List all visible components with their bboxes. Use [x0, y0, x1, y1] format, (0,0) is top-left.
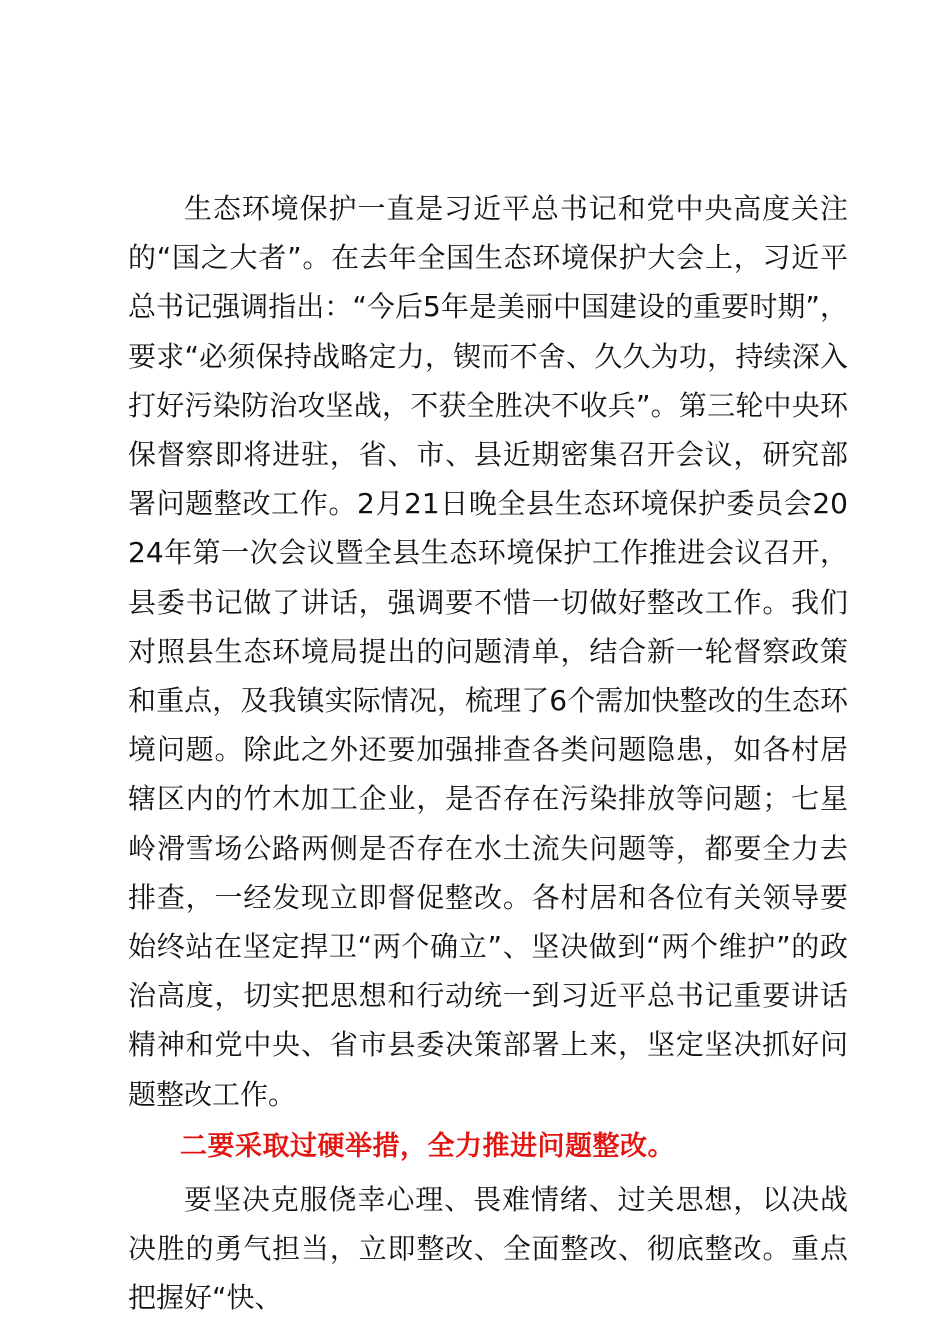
body-paragraph: 生态环境保护一直是习近平总书记和党中央高度关注的“国之大者”。在去年全国生态环境保护大会上，习近平总书记强调指出：“今后5年是美丽中国建设的重要时期”，要求“必须保持战略定力，锲而不舍、久久为功，持续深入打好污染防治攻坚战，不获全胜决不收兵”。第三轮中央环保督察即将进驻，省、市、县近期密集召开会议，研究部署问题整改工作。2月21日晚全县生态环境保护委员会2024年第一次会议暨全县生态环境保护工作推进会议召开，县委书记做了讲话，强调要不惜一切做好整改工作。我们对照县生态环境局提出的问题清单，结合新一轮督察政策和重点，及我镇实际情况，梳理了6个需加快整改的生态环境问题。除此之外还要加强排查各类问题隐患，如各村居辖区内的竹木加工企业，是否存在污染排放等问题；七星岭滑雪场公路两侧是否存在水土流失问题等，都要全力去排查，一经发现立即督促整改。各村居和各位有关领导要始终站在坚定捍卫“两个确立”、坚决做到“两个维护”的政治高度，切实把思想和行动统一到习近平总书记重要讲话精神和党中央、省市县委决策部署上来，坚定坚决抓好问题整改工作。 [128, 192, 848, 1111]
document-body [128, 184, 848, 1322]
section-heading: 二要采取过硬举措，全力推进问题整改。 [180, 1130, 675, 1162]
body-paragraph: 要坚决克服侥幸心理、畏难情绪、过关思想，以决战决胜的勇气担当，立即整改、全面整改、彻底整改。重点把握好“快、 [128, 1182, 848, 1315]
